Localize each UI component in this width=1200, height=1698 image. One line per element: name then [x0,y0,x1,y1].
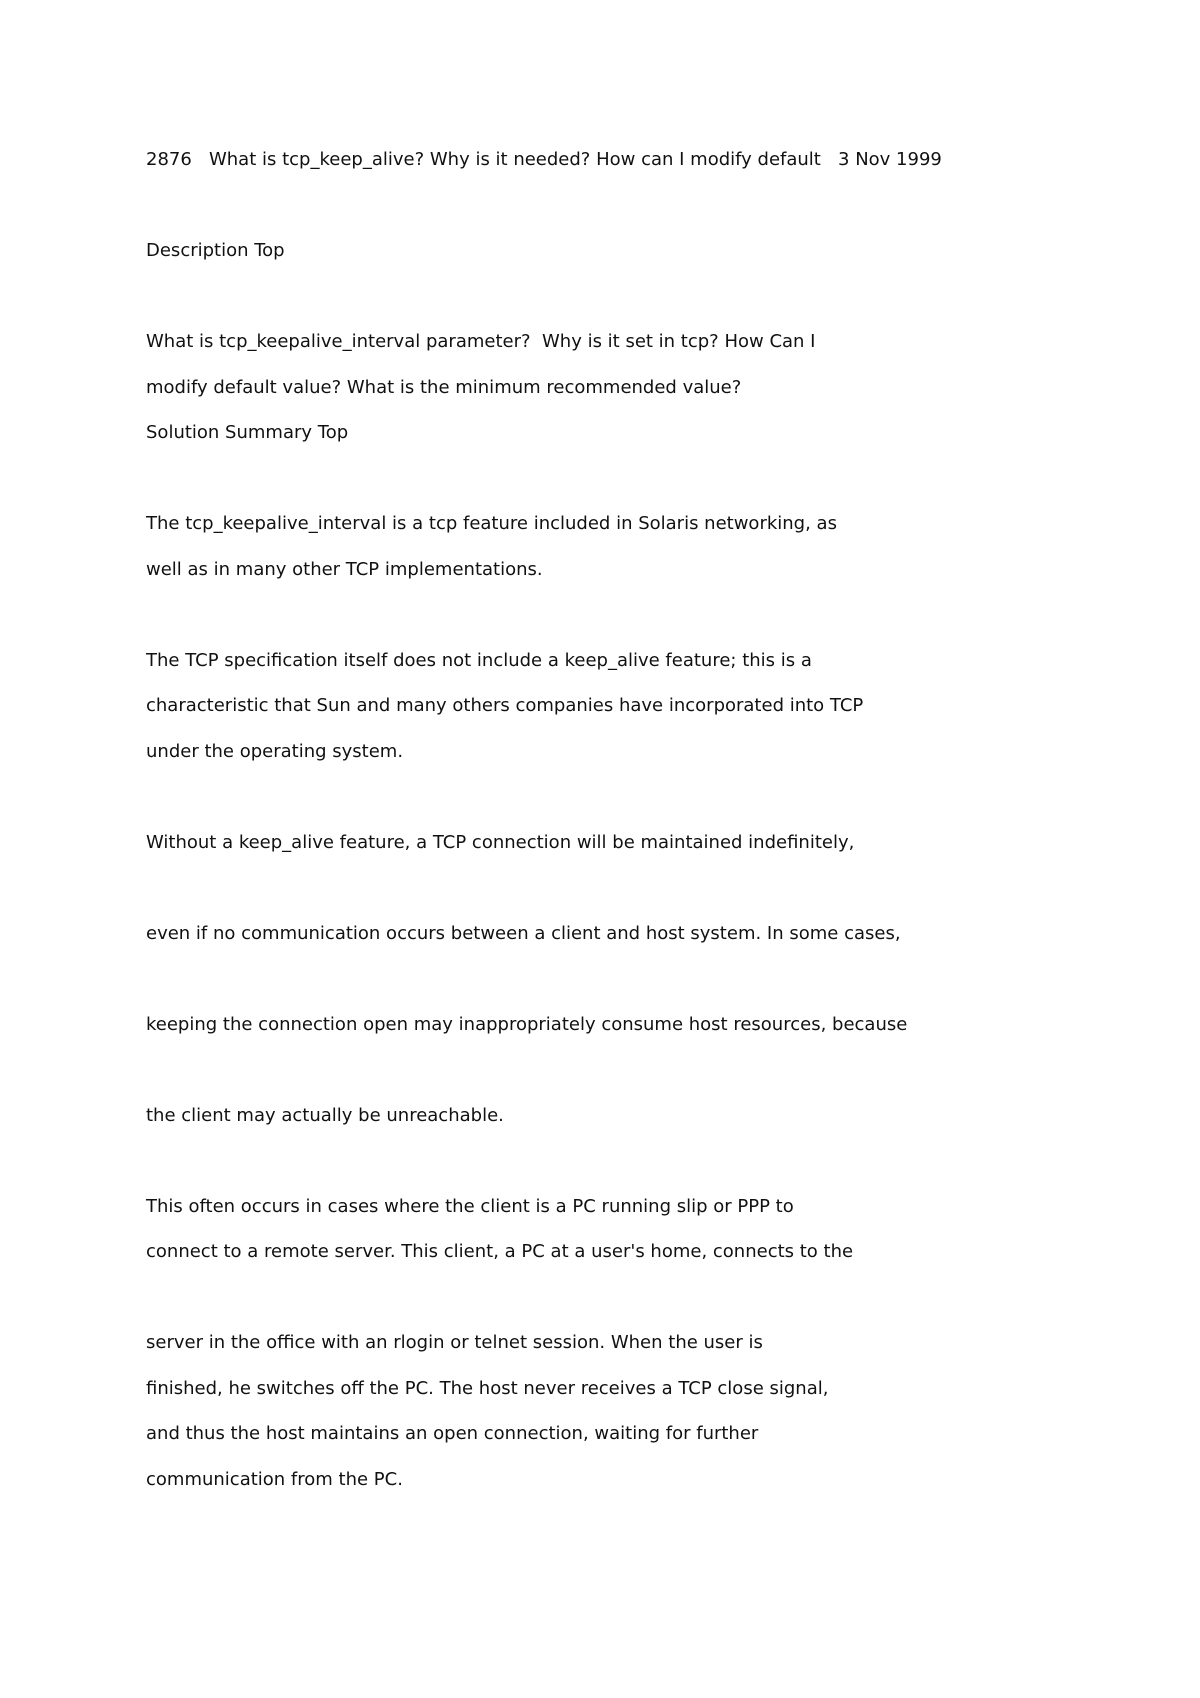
text-line: modify default value? What is the minimum recommended value? [146,377,742,398]
text-line: under the operating system. [146,741,404,762]
text-line: even if no communication occurs between a client and host system. In some cases, [146,923,901,944]
text-line: keeping the connection open may inappropriately consume host resources, because [146,1014,908,1035]
text-line: This often occurs in cases where the client is a PC running slip or PPP to [146,1196,794,1217]
text-line: finished, he switches off the PC. The host never receives a TCP close signal, [146,1378,829,1399]
text-line: characteristic that Sun and many others companies have incorporated into TCP [146,695,864,716]
solution-summary-heading: Solution Summary Top [146,422,349,443]
text-line: What is tcp_keepalive_interval parameter? Why is it set in tcp? How Can I [146,331,816,352]
text-line: The TCP specification itself does not include a keep_alive feature; this is a [146,650,812,671]
text-line: and thus the host maintains an open connection, waiting for further [146,1423,759,1444]
document-header-line: 2876 What is tcp_keep_alive? Why is it needed? How can I modify default 3 Nov 1999 [146,149,942,170]
description-heading: Description Top [146,240,285,261]
text-line: well as in many other TCP implementations. [146,559,543,580]
text-line: The tcp_keepalive_interval is a tcp feature included in Solaris networking, as [146,513,837,534]
text-line: server in the office with an rlogin or telnet session. When the user is [146,1332,763,1353]
text-line: connect to a remote server. This client, a PC at a user's home, connects to the [146,1241,854,1262]
text-line: the client may actually be unreachable. [146,1105,504,1126]
text-line: communication from the PC. [146,1469,403,1490]
text-line: Without a keep_alive feature, a TCP connection will be maintained indefinitely, [146,832,855,853]
